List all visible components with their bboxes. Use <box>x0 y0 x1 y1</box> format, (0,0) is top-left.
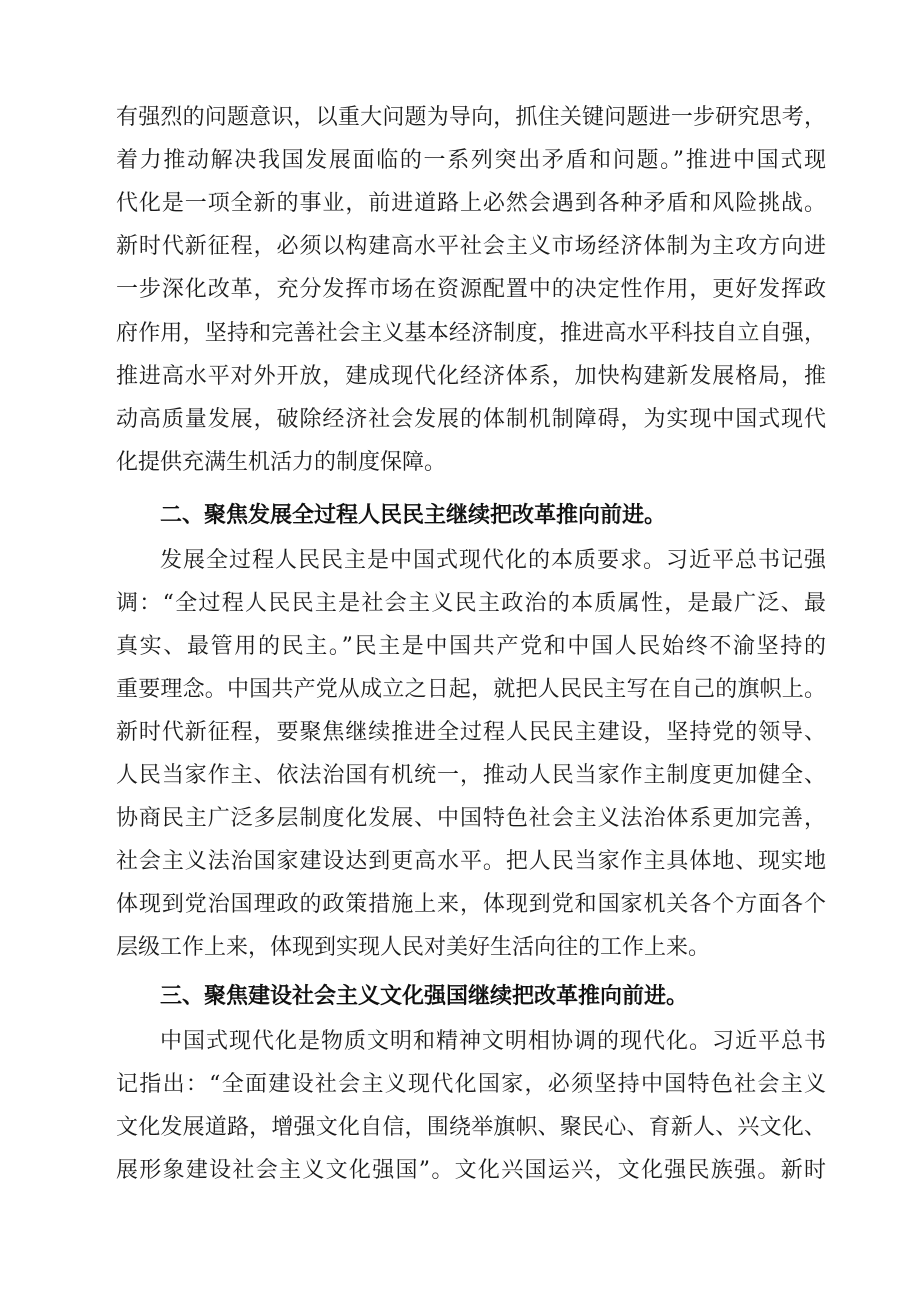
paragraph-line: 一步深化改革，充分发挥市场在资源配置中的决定性作用，更好发挥政 <box>116 277 826 302</box>
paragraph-line: 新时代新征程，必须以构建高水平社会主义市场经济体制为主攻方向进 <box>116 234 826 259</box>
paragraph-line: 重要理念。中国共产党从成立之日起，就把人民民主写在自己的旗帜上。 <box>116 677 826 702</box>
paragraph-line: 新时代新征程，要聚焦继续推进全过程人民民主建设，坚持党的领导、 <box>116 720 826 745</box>
paragraph-line: 记指出：“全面建设社会主义现代化国家，必须坚持中国特色社会主义 <box>116 1072 826 1097</box>
paragraph-line: 发展全过程人民民主是中国式现代化的本质要求。习近平总书记强 <box>160 548 826 573</box>
paragraph-line: 社会主义法治国家建设达到更高水平。把人民当家作主具体地、现实地 <box>116 849 826 874</box>
paragraph-line: 着力推动解决我国发展面临的一系列突出矛盾和问题。”推进中国式现 <box>116 148 826 173</box>
paragraph-line: 真实、最管用的民主。”民主是中国共产党和中国人民始终不渝坚持的 <box>116 634 826 659</box>
paragraph-line: 动高质量发展，破除经济社会发展的体制机制障碍，为实现中国式现代 <box>116 407 826 432</box>
paragraph-line: 协商民主广泛多层制度化发展、中国特色社会主义法治体系更加完善， <box>116 806 826 831</box>
paragraph-line: 展形象建设社会主义文化强国”。文化兴国运兴，文化强民族强。新时 <box>116 1158 826 1183</box>
paragraph-line: 有强烈的问题意识，以重大问题为导向，抓住关键问题进一步研究思考， <box>116 105 826 130</box>
paragraph-line: 府作用，坚持和完善社会主义基本经济制度，推进高水平科技自立自强， <box>116 321 826 346</box>
paragraph-line: 文化发展道路，增强文化自信，围绕举旗帜、聚民心、育新人、兴文化、 <box>116 1115 826 1140</box>
paragraph-line: 层级工作上来，体现到实现人民对美好生活向往的工作上来。 <box>116 935 711 960</box>
paragraph-line: 体现到党治国理政的政策措施上来，体现到党和国家机关各个方面各个 <box>116 892 826 917</box>
section-heading: 二、聚焦发展全过程人民民主继续把改革推向前进。 <box>160 503 667 528</box>
paragraph-line: 化提供充满生机活力的制度保障。 <box>116 450 447 475</box>
paragraph-line: 调：“全过程人民民主是社会主义民主政治的本质属性，是最广泛、最 <box>116 591 826 616</box>
section-heading: 三、聚焦建设社会主义文化强国继续把改革推向前进。 <box>160 984 689 1009</box>
paragraph-line: 人民当家作主、依法治国有机统一，推动人民当家作主制度更加健全、 <box>116 763 826 788</box>
paragraph-line: 代化是一项全新的事业，前进道路上必然会遇到各种矛盾和风险挑战。 <box>116 191 826 216</box>
paragraph-line: 中国式现代化是物质文明和精神文明相协调的现代化。习近平总书 <box>160 1029 826 1054</box>
paragraph-line: 推进高水平对外开放，建成现代化经济体系，加快构建新发展格局，推 <box>116 364 826 389</box>
